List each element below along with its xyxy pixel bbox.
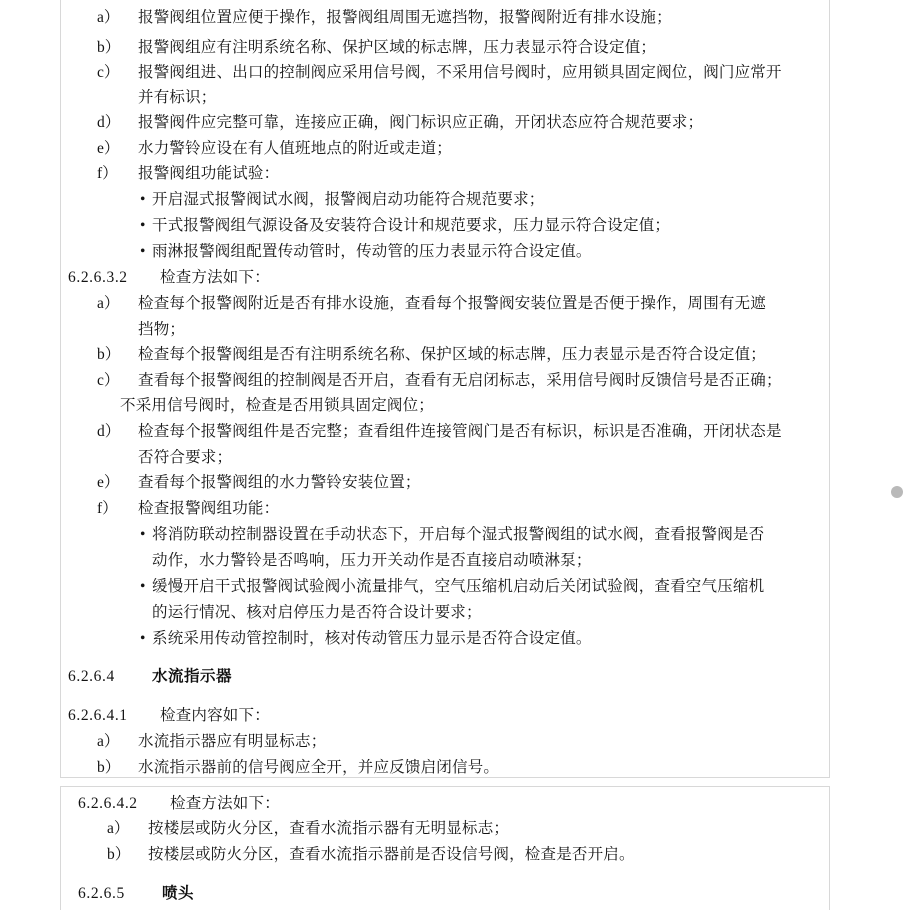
block-marker: • [140,191,146,208]
block-marker: 6.2.6.4 [68,668,115,685]
block-text: 否符合要求； [138,449,233,466]
block-marker: • [140,630,146,647]
block-text: 喷头 [162,885,195,902]
block-text: 动作，水力警铃是否鸣响，压力开关动作是否直接启动喷淋泵； [152,552,592,569]
block-marker: d） [97,423,121,440]
block-text: 查看每个报警阀组的水力警铃安装位置； [138,474,421,491]
block-text: 按楼层或防火分区，查看水流指示器前是否设信号阀，检查是否开启。 [148,846,635,863]
block-marker: b） [97,346,121,363]
block-marker: c） [97,64,120,81]
block-text: 报警阀组功能试验： [138,165,280,182]
block-marker: 6.2.6.4.1 [68,707,128,724]
block-text: 缓慢开启干式报警阀试验阀小流量排气，空气压缩机启动后关闭试验阀，查看空气压缩机 [152,578,765,595]
block-marker: b） [97,39,121,56]
block-text: 干式报警阀组气源设备及安装符合设计和规范要求，压力显示符合设定值； [152,217,671,234]
block-text: 水力警铃应设在有人值班地点的附近或走道； [138,140,453,157]
block-text: 检查每个报警阀组是否有注明系统名称、保护区域的标志牌，压力表显示是否符合设定值； [138,346,767,363]
block-text: 水流指示器 [152,668,233,685]
block-text: 报警阀组位置应便于操作，报警阀组周围无遮挡物，报警阀附近有排水设施； [138,9,672,26]
block-text: 检查每个报警阀组件是否完整；查看组件连接管阀门是否有标识，标识是否准确，开闭状态是 [138,423,782,440]
block-text: 报警阀组进、出口的控制阀应采用信号阀，不采用信号阀时，应用锁具固定阀位，阀门应常开 [138,64,782,81]
block-text: 开启湿式报警阀试水阀，报警阀启动功能符合规范要求； [152,191,545,208]
block-marker: 6.2.6.3.2 [68,269,128,286]
block-marker: 6.2.6.4.2 [78,795,138,812]
block-marker: e） [97,474,120,491]
block-marker: 6.2.6.5 [78,885,125,902]
block-text: 报警阀件应完整可靠，连接应正确，阀门标识应正确，开闭状态应符合规范要求； [138,114,704,131]
block-marker: b） [107,846,131,863]
block-text: 将消防联动控制器设置在手动状态下，开启每个湿式报警阀组的试水阀，查看报警阀是否 [152,526,765,543]
scroll-indicator[interactable] [891,486,903,498]
block-marker: d） [97,114,121,131]
block-marker: f） [97,500,118,517]
block-marker: • [140,578,146,595]
block-text: 检查内容如下： [160,707,270,724]
block-text: 报警阀组应有注明系统名称、保护区域的标志牌，压力表显示符合设定值； [138,39,657,56]
block-text: 查看每个报警阀组的控制阀是否开启，查看有无启闭标志，采用信号阀时反馈信号是否正确； [138,372,782,389]
block-marker: a） [107,820,130,837]
block-marker: e） [97,140,120,157]
block-text: 挡物； [138,321,186,338]
block-marker: c） [97,372,120,389]
block-text: 检查每个报警阀附近是否有排水设施，查看每个报警阀安装位置是否便于操作，周围有无遮 [138,295,767,312]
block-text: 水流指示器前的信号阀应全开，并应反馈启闭信号。 [138,759,500,776]
block-text: 按楼层或防火分区，查看水流指示器有无明显标志； [148,820,510,837]
block-marker: f） [97,165,118,182]
block-marker: a） [97,295,120,312]
block-text: 的运行情况、核对启停压力是否符合设计要求； [152,604,482,621]
block-text: 检查报警阀组功能： [138,500,280,517]
block-marker: • [140,526,146,543]
block-text: 雨淋报警阀组配置传动管时，传动管的压力表显示符合设定值。 [152,243,592,260]
block-text: 检查方法如下： [170,795,280,812]
block-marker: a） [97,733,120,750]
block-marker: b） [97,759,121,776]
block-text: 并有标识； [138,89,217,106]
block-marker: a） [97,9,120,26]
block-text: 检查方法如下： [160,269,270,286]
block-text: 水流指示器应有明显标志； [138,733,327,750]
block-text: 不采用信号阀时，检查是否用锁具固定阀位； [120,397,435,414]
block-marker: • [140,243,146,260]
block-marker: • [140,217,146,234]
block-text: 系统采用传动管控制时，核对传动管压力显示是否符合设定值。 [152,630,592,647]
